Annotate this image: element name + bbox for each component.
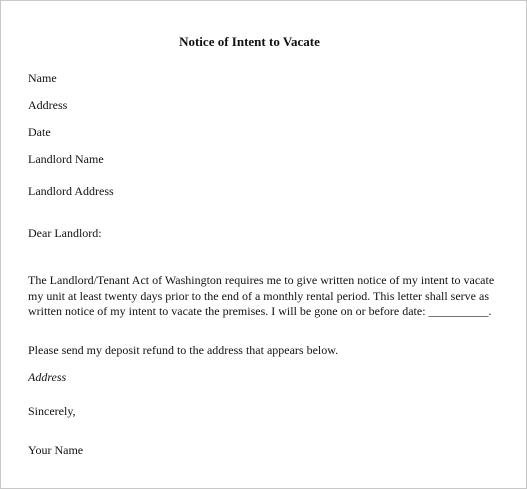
sender-address-line: Address [28, 98, 68, 112]
body-paragraph [28, 273, 498, 320]
closing-address: Address [28, 370, 67, 384]
letter-title: Notice of Intent to Vacate [179, 34, 320, 49]
landlord-address-line: Landlord Address [28, 184, 114, 198]
closing: Sincerely, [28, 404, 76, 418]
date-line: Date [28, 125, 51, 139]
body-line: my unit at least twenty days prior to the end of a monthly rental period. This letter shall serve as [28, 288, 489, 303]
signature-name: Your Name [28, 443, 84, 457]
sender-name-line: Name [28, 71, 57, 85]
refund-request: Please send my deposit refund to the address that appears below. [28, 343, 339, 357]
landlord-name-line: Landlord Name [28, 152, 104, 166]
body-line: The Landlord/Tenant Act of Washington requires me to give written notice of my intent to vacate [28, 273, 495, 287]
salutation: Dear Landlord: [28, 226, 102, 240]
body-line: written notice of my intent to vacate the premises. I will be gone on or before date: __________. [28, 304, 492, 318]
